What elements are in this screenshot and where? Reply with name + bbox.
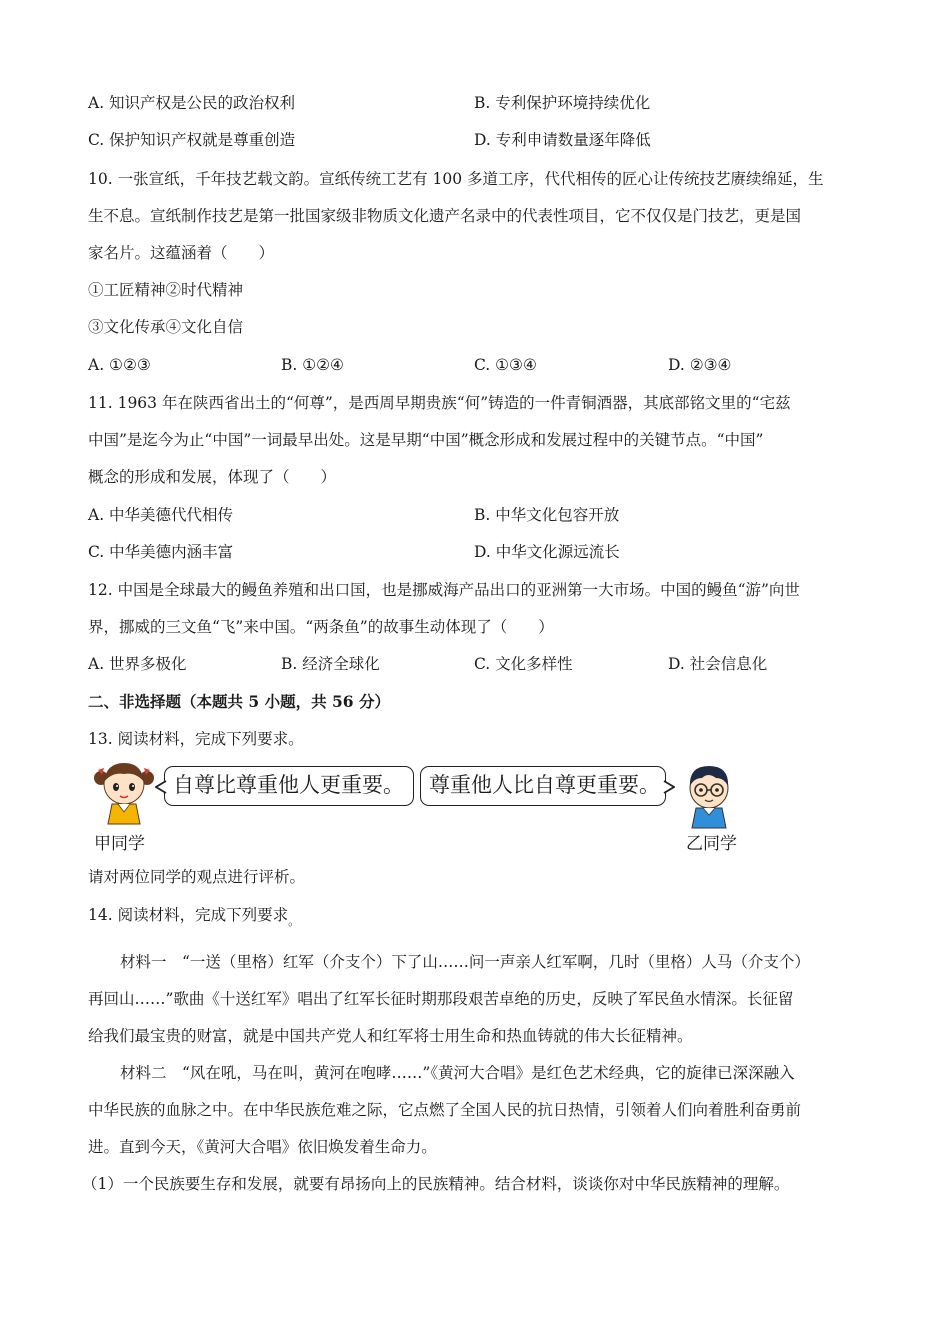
q11-option-d: D. 中华文化源远流长 [474, 543, 620, 561]
q14-stem [88, 904, 300, 927]
q14-material1-line3: 给我们最宝贵的财富，就是中国共产党人和红军将士用生命和热血铸就的伟大长征精神。 [88, 1027, 693, 1045]
q14-material2-line3: 进。直到今天，《黄河大合唱》依旧焕发着生命力。 [88, 1138, 437, 1156]
q10-option-a: A. ①②③ [88, 356, 151, 374]
q13-prompt: 请对两位同学的观点进行评析。 [88, 868, 306, 886]
student-name-left: 甲同学 [94, 834, 145, 854]
speech-bubble-right-tail [663, 780, 675, 794]
boy-student-illustration [678, 762, 740, 830]
q14-subquestion-1: （1）一个民族要生存和发展，就要有昂扬向上的民族精神。结合材料，谈谈你对中华民族精神的理解。 [82, 1175, 790, 1193]
q10-statements-12: ①工匠精神②时代精神 [88, 281, 244, 299]
q14-stem-text: 14. 阅读材料，完成下列要求 [88, 906, 289, 924]
q11-stem-line3: 概念的形成和发展，体现了（ ） [88, 468, 337, 486]
student-name-right: 乙同学 [686, 834, 737, 854]
q10-option-c: C. ①③④ [474, 356, 537, 374]
speech-bubble-right: 尊重他人比自尊更重要。 [420, 766, 666, 806]
q12-option-d: D. 社会信息化 [668, 655, 768, 673]
q14-material2-line1: 材料二 “风在吼，马在叫，黄河在咆哮……”《黄河大合唱》是红色艺术经典，它的旋律已深深融入 [120, 1064, 795, 1082]
q10-stem-line2: 生不息。宣纸制作技艺是第一批国家级非物质文化遗产名录中的代表性项目，它不仅仅是门技艺，更是国 [88, 207, 802, 225]
q10-stem-line3: 家名片。这蕴涵着（ ） [88, 244, 275, 262]
q12-option-b: B. 经济全球化 [281, 655, 380, 673]
q9-option-b: B. 专利保护环境持续优化 [474, 94, 651, 112]
q11-stem-line1: 11. 1963 年在陕西省出土的“何尊”，是西周早期贵族“何”铸造的一件青铜酒器，其底部铭文里的“宅兹 [88, 394, 791, 412]
speech-bubble-left: 自尊比尊重他人更重要。 [164, 766, 414, 806]
q11-option-c: C. 中华美德内涵丰富 [88, 543, 234, 561]
q11-option-a: A. 中华美德代代相传 [88, 506, 234, 524]
q12-option-c: C. 文化多样性 [474, 655, 573, 673]
q10-stem-line1: 10. 一张宣纸，千年技艺载文韵。宣纸传统工艺有 100 多道工序，代代相传的匠心让传统技艺赓续绵延，生 [88, 170, 824, 188]
q10-option-b: B. ①②④ [281, 356, 344, 374]
q13-stem: 13. 阅读材料，完成下列要求。 [88, 730, 304, 748]
girl-student-illustration [92, 758, 156, 828]
q11-option-b: B. 中华文化包容开放 [474, 506, 620, 524]
q14-material1-line1: 材料一 “一送（里格）红军（介支个）下了山……问一声亲人红军啊，几时（里格）人马（介支个） [120, 953, 810, 971]
q9-option-a: A. 知识产权是公民的政治权利 [88, 94, 296, 112]
q9-option-d: D. 专利申请数量逐年降低 [474, 131, 651, 149]
q14-stem-dot: 。 [288, 914, 301, 928]
q11-stem-line2: 中国”是迄今为止“中国”一词最早出处。这是早期“中国”概念形成和发展过程中的关键节点。“中国” [88, 431, 764, 449]
q14-material1-line2: 再回山……”歌曲《十送红军》唱出了红军长征时期那段艰苦卓绝的历史，反映了军民鱼水情深。长征留 [88, 990, 794, 1008]
speech-bubble-left-tail [155, 780, 167, 794]
q9-option-c: C. 保护知识产权就是尊重创造 [88, 131, 296, 149]
q10-statements-34: ③文化传承④文化自信 [88, 318, 244, 336]
q10-option-d: D. ②③④ [668, 356, 732, 374]
q12-stem-line2: 界，挪威的三文鱼“飞”来中国。“两条鱼”的故事生动体现了（ ） [88, 618, 554, 636]
q12-option-a: A. 世界多极化 [88, 655, 187, 673]
q12-stem-line1: 12. 中国是全球最大的鳗鱼养殖和出口国，也是挪威海产品出口的亚洲第一大市场。中国的鳗鱼“游”向世 [88, 581, 800, 599]
q14-material2-line2: 中华民族的血脉之中。在中华民族危难之际，它点燃了全国人民的抗日热情，引领着人们向着胜利奋勇前 [88, 1101, 802, 1119]
section-heading: 二、非选择题（本题共 5 小题，共 56 分） [88, 692, 390, 711]
